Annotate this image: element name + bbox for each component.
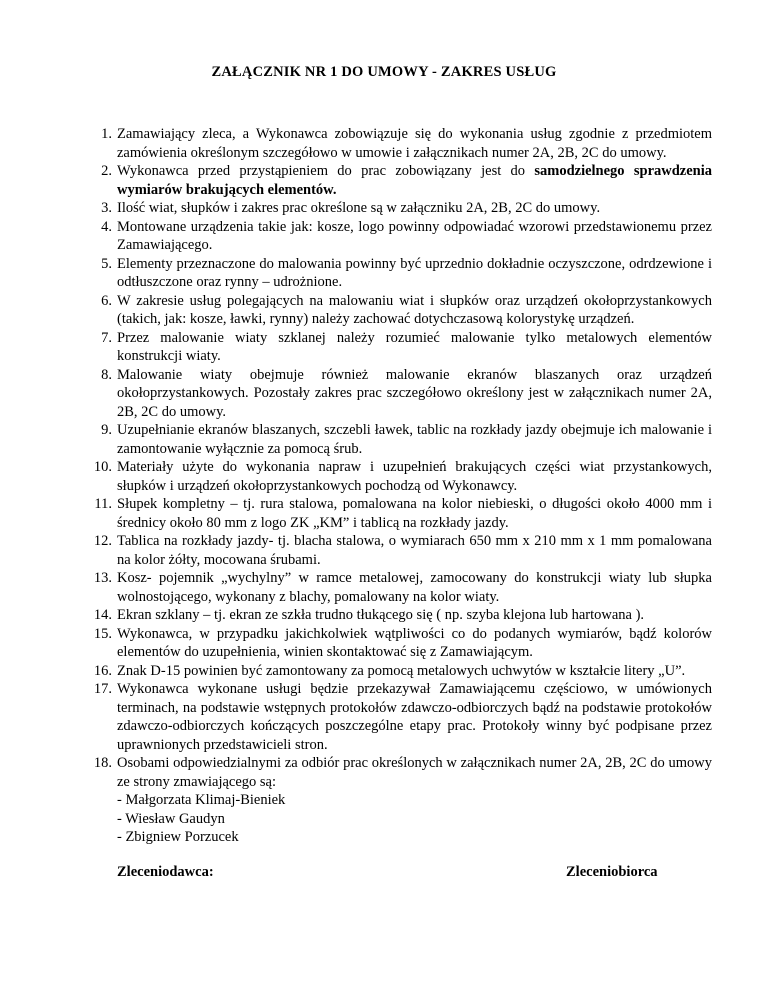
- list-item-text: [117, 606, 712, 625]
- list-item-number: 3.: [101, 200, 112, 216]
- list-item-text: [117, 366, 712, 422]
- list-item-number: 18.: [93, 755, 112, 771]
- list-item: [101, 218, 712, 255]
- list-item-number: 2.: [101, 163, 112, 179]
- list-item-text-content: Elementy przeznaczone do malowania powinny być uprzednio dokładnie oczyszczone, odrdzewione i odtłuszczone oraz rynny – udrożnione.: [117, 255, 712, 290]
- list-item-text-content: Osobami odpowiedzialnymi za odbiór prac określonych w załącznikach numer 2A, 2B, 2C do umowy ze strony zmawiającego są:: [117, 755, 712, 790]
- list-item: [101, 292, 712, 329]
- list-item-number: 7.: [101, 329, 112, 346]
- list-item-number: 14.: [93, 607, 112, 623]
- list-item: [101, 366, 712, 422]
- list-item: [101, 199, 712, 218]
- list-item: [93, 532, 712, 569]
- list-item: [101, 329, 712, 366]
- list-item: [93, 458, 712, 495]
- list-item: [93, 625, 712, 662]
- list-item-text: [117, 329, 712, 366]
- list-item-text-content: W zakresie usług polegających na malowaniu wiat i słupków oraz urządzeń okołoprzystankowych (takich, jak: kosze, ławki, rynny) należy zachować dotychczasową kolorystykę urządzeń.: [117, 292, 712, 327]
- list-item-number: 12.: [93, 533, 112, 549]
- signature-contractor: Zleceniobiorca: [566, 864, 658, 880]
- list-item-number: 5.: [101, 255, 112, 272]
- list-item-text: [117, 255, 712, 292]
- list-item-number: 9.: [101, 422, 112, 438]
- list-item: [93, 662, 712, 681]
- list-item-text-regular: Wykonawca przed przystąpieniem do prac zobowiązany jest do: [117, 163, 535, 179]
- list-item: [93, 754, 712, 847]
- list-item-number: 11.: [94, 496, 112, 512]
- list-item-text: [117, 662, 712, 681]
- list-item-text: [117, 199, 712, 218]
- signature-principal: Zleceniodawca:: [117, 864, 214, 880]
- list-item-text: [117, 292, 712, 329]
- list-item-text-content: Malowanie wiaty obejmuje również malowanie ekranów blaszanych oraz urządzeń okołoprzystankowych. Pozostały zakres prac szczegółowo określony jest w załącznikach numer 2A, 2B, 2C do umowy.: [117, 366, 712, 420]
- list-item-text-content: Ekran szklany – tj. ekran ze szkła trudno tłukącego się ( np. szyba klejona lub hartowana ).: [117, 607, 645, 623]
- list-item-text: [117, 754, 712, 791]
- list-item: [93, 569, 712, 606]
- list-item-number: 4.: [101, 218, 112, 235]
- list-item-text: [117, 162, 712, 199]
- list-item-text: [117, 218, 712, 255]
- list-item-text-bold: samodzielnego sprawdzenia wymiarów brakujących elementów.: [117, 163, 712, 198]
- list-item-number: 17.: [93, 681, 112, 697]
- list-item: [93, 680, 712, 754]
- list-item: [101, 421, 712, 458]
- list-item-text-content: Materiały użyte do wykonania napraw i uzupełnień brakujących części wiat przystankowych, słupków i urządzeń okołoprzystankowych pochodzą od Wykonawcy.: [117, 459, 712, 494]
- list-item-text-content: Wykonawca wykonane usługi będzie przekazywał Zamawiającemu częściowo, w umówionych terminach, na podstawie wstępnych protokołów zdawczo-odbiorczych bądź na podstawie protokołów zdawczo-odbiorczych kończących poszczególne etapy prac. Protokoły winny być podpisane przez uprawnionych przedstawicieli stron.: [117, 681, 712, 753]
- list-item: [101, 255, 712, 292]
- list-item-text: [117, 495, 712, 532]
- list-item: [94, 495, 712, 532]
- responsible-person: - Małgorzata Klimaj-Bieniek: [117, 792, 286, 808]
- list-item-text: [117, 125, 712, 162]
- list-item-text: [117, 458, 712, 495]
- list-item-text: [117, 680, 712, 754]
- list-item-text-content: Zamawiający zleca, a Wykonawca zobowiązuje się do wykonania usług zgodnie z przedmiotem zamówienia określonym szczegółowo w umowie i załącznikach numer 2A, 2B, 2C do umowy.: [117, 126, 712, 161]
- list-item-text: [117, 625, 712, 662]
- list-item-text: [117, 421, 712, 458]
- list-item-number: 6.: [101, 292, 112, 309]
- list-item-text-content: Montowane urządzenia takie jak: kosze, logo powinny odpowiadać wzorowi przedstawionemu przez Zamawiającego.: [117, 218, 712, 253]
- list-item: [93, 606, 712, 625]
- list-item-text-content: Wykonawca, w przypadku jakichkolwiek wątpliwości co do podanych wymiarów, bądź kolorów elementów do uzupełnienia, winien skontaktować się z Zamawiającym.: [117, 625, 712, 660]
- list-item-text: [117, 569, 712, 606]
- scope-list: [93, 125, 712, 847]
- list-item-text-content: Przez malowanie wiaty szklanej należy rozumieć malowanie tylko metalowych elementów konstrukcji wiaty.: [117, 329, 712, 364]
- responsible-person: - Wiesław Gaudyn: [117, 810, 225, 827]
- list-item-text-content: Kosz- pojemnik „wychylny” w ramce metalowej, zamocowany do konstrukcji wiaty lub słupka wolnostojącego, wykonany z blachy, pomalowany na kolor wiaty.: [117, 570, 712, 605]
- list-item-number: 13.: [93, 570, 112, 586]
- list-item-number: 16.: [93, 662, 112, 679]
- list-item-text: [117, 532, 712, 569]
- document-title: ZAŁĄCZNIK NR 1 DO UMOWY - ZAKRES USŁUG: [211, 64, 557, 80]
- responsible-person: - Zbigniew Porzucek: [117, 829, 239, 845]
- list-item: [101, 162, 712, 199]
- list-item: [101, 125, 712, 162]
- list-item-text-content: Znak D-15 powinien być zamontowany za pomocą metalowych uchwytów w kształcie litery „U”.: [117, 662, 686, 679]
- list-item-text-content: Ilość wiat, słupków i zakres prac określone są w załączniku 2A, 2B, 2C do umowy.: [117, 200, 601, 216]
- list-item-number: 8.: [101, 366, 112, 383]
- list-item-text-content: Uzupełnianie ekranów blaszanych, szczebli ławek, tablic na rozkłady jazdy obejmuje ich malowanie i zamontowanie wyłącznie za pomocą śrub.: [117, 422, 712, 457]
- list-item-text-content: Słupek kompletny – tj. rura stalowa, pomalowana na kolor niebieski, o długości około 4000 mm i średnicy około 80 mm z logo ZK „KM” i tablicą na rozkłady jazdy.: [117, 496, 712, 531]
- list-item-number: 10.: [93, 459, 112, 475]
- list-item-number: 15.: [93, 625, 112, 642]
- list-item-text-content: Tablica na rozkłady jazdy- tj. blacha stalowa, o wymiarach 650 mm x 210 mm x 1 mm pomalowana na kolor żółty, mocowana śrubami.: [117, 533, 712, 568]
- list-item-number: 1.: [101, 126, 112, 142]
